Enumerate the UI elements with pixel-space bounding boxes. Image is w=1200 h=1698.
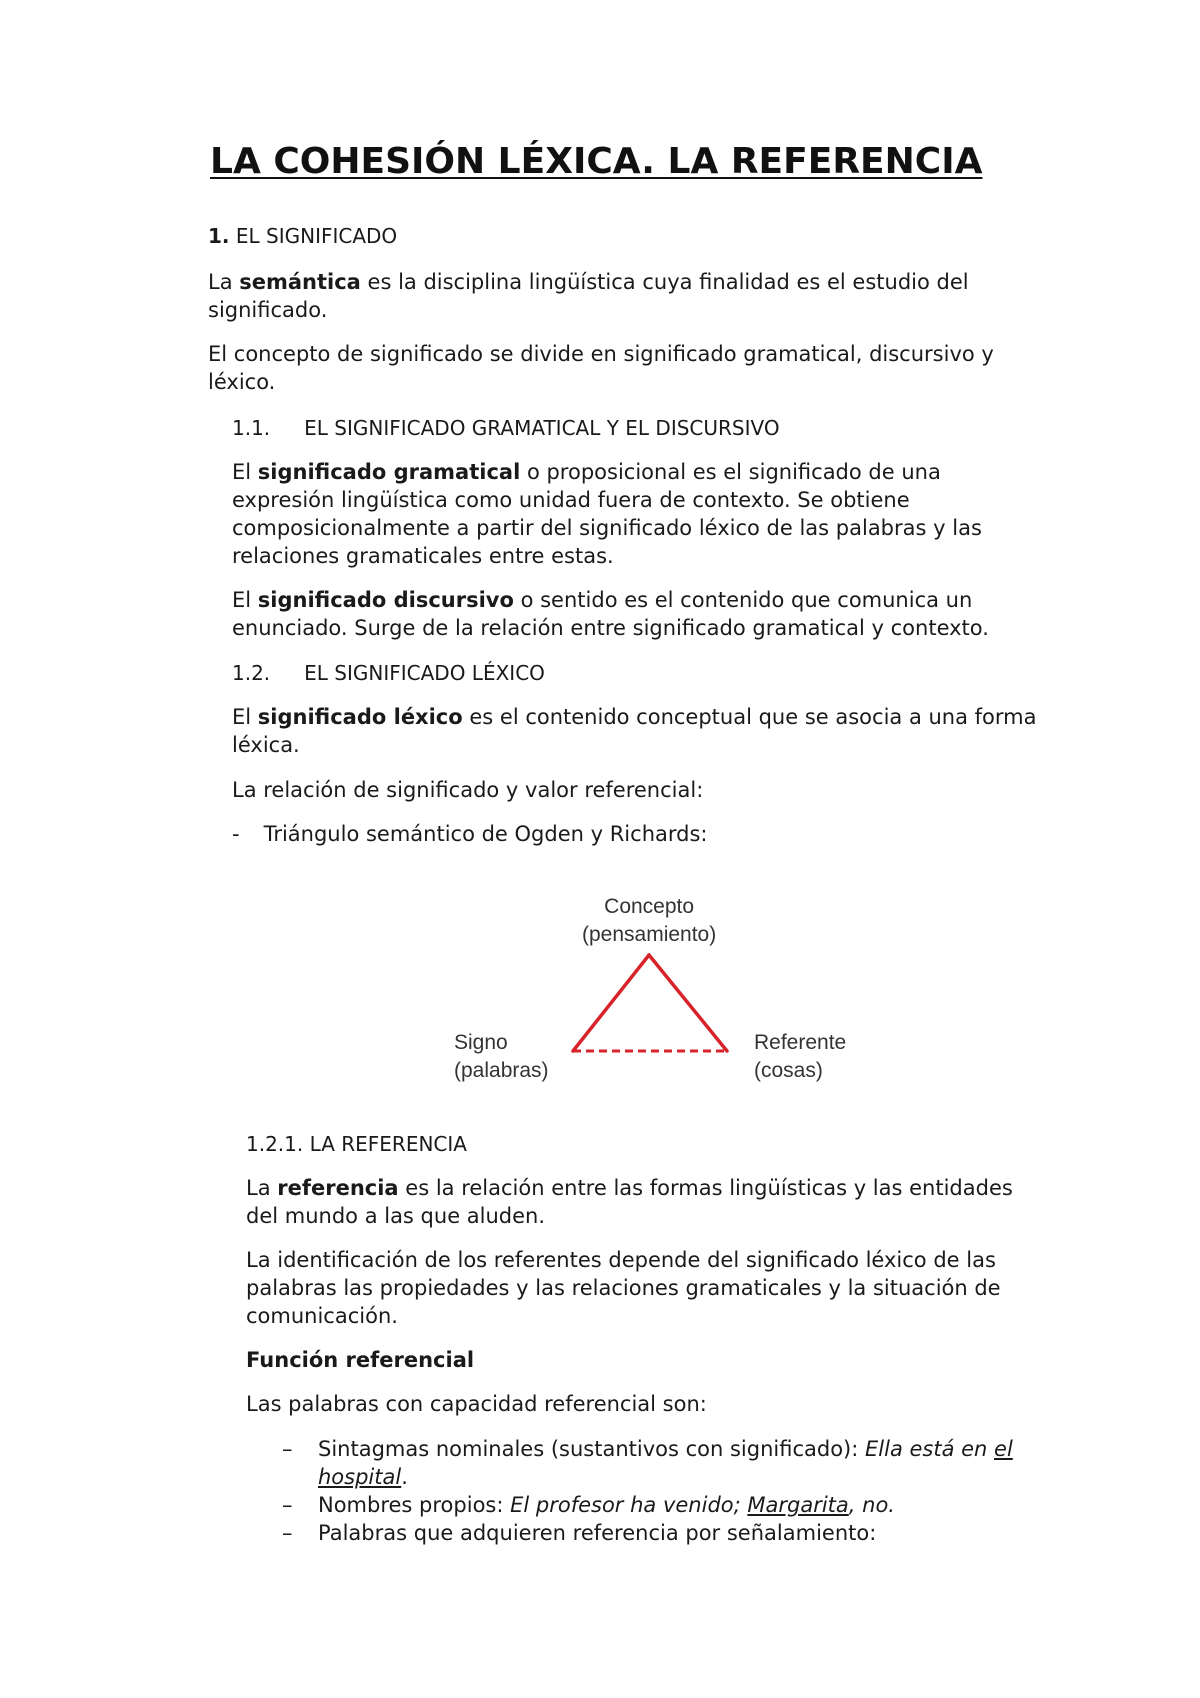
term-gramatical: significado gramatical — [257, 460, 521, 484]
diagram-label-referente — [754, 1029, 846, 1085]
paragraph-referencia — [246, 1174, 1036, 1230]
example-text: Ella está en — [865, 1437, 995, 1461]
label-line: Concepto — [604, 895, 695, 918]
paragraph-relacion: La relación de significado y valor referencial: — [232, 778, 704, 802]
list-text: Palabras que adquieren referencia por señalamiento: — [318, 1521, 877, 1545]
list-marker: – — [282, 1521, 293, 1545]
text: El — [232, 460, 258, 484]
section-number: 1. — [208, 224, 230, 248]
list-marker: – — [282, 1437, 293, 1461]
heading-text: Función referencial — [246, 1348, 475, 1372]
label-line: (pensamiento) — [582, 923, 717, 946]
example-underlined: el hospital — [318, 1437, 1013, 1489]
label-line: Signo — [454, 1031, 508, 1054]
bullet-text: Triángulo semántico de Ogden y Richards: — [263, 822, 708, 846]
section-title: EL SIGNIFICADO LÉXICO — [304, 661, 545, 685]
text: o proposicional es el significado de una expresión lingüística como unidad fuera de contexto. Se obtiene composicionalmente a partir del significado léxico de las palabras y las relaciones gramaticales entre estas. — [232, 460, 982, 568]
section-number: 1.2. — [232, 661, 271, 685]
paragraph-concepto: El concepto de significado se divide en significado gramatical, discursivo y léxico. — [208, 342, 994, 394]
section-title: EL SIGNIFICADO GRAMATICAL Y EL DISCURSIVO — [304, 416, 780, 440]
list-item — [282, 1519, 1052, 1547]
label-line: Referente — [754, 1031, 847, 1054]
section-heading-1-2 — [232, 659, 545, 687]
section-heading-1-1 — [232, 414, 780, 442]
paragraph-palabras: Las palabras con capacidad referencial son: — [246, 1392, 707, 1416]
bullet-marker: - — [232, 822, 240, 846]
paragraph-lexico — [232, 703, 1042, 759]
section-heading-1-2-1: 1.2.1. LA REFERENCIA — [246, 1132, 467, 1156]
bullet-triangulo — [232, 820, 1042, 848]
example-post: , no. — [848, 1493, 895, 1517]
semantic-triangle-diagram — [440, 885, 880, 1090]
paragraph-semantica — [208, 268, 1038, 324]
section-number: 1.1. — [232, 416, 271, 440]
line-concepto-referente — [649, 955, 727, 1051]
referential-words-list — [282, 1435, 1052, 1547]
paragraph-discursivo — [232, 586, 1042, 642]
text: La — [246, 1176, 278, 1200]
paragraph-gramatical — [232, 458, 1042, 570]
heading-funcion-referencial — [246, 1346, 474, 1374]
term-lexico: significado léxico — [257, 705, 463, 729]
line-signo-concepto — [573, 955, 649, 1051]
list-item — [282, 1435, 1052, 1491]
list-text: Nombres propios: — [318, 1493, 511, 1517]
text: es la disciplina lingüística cuya finalidad es el estudio del significado. — [208, 270, 969, 322]
diagram-label-signo — [454, 1029, 549, 1085]
term-discursivo: significado discursivo — [257, 588, 514, 612]
label-line: (cosas) — [754, 1059, 823, 1082]
list-text: Sintagmas nominales (sustantivos con significado): — [318, 1437, 865, 1461]
text: es el contenido conceptual que se asocia a una forma léxica. — [232, 705, 1037, 757]
section-title: EL SIGNIFICADO — [235, 224, 398, 248]
paragraph-identificacion: La identificación de los referentes depende del significado léxico de las palabras las propiedades y las relaciones gramaticales y la situación de comunicación. — [246, 1248, 1001, 1328]
example-text: El profesor ha venido; — [510, 1493, 748, 1517]
list-marker: – — [282, 1493, 293, 1517]
example-underlined: Margarita — [747, 1493, 849, 1517]
text: es la relación entre las formas lingüísticas y las entidades del mundo a las que aluden. — [246, 1176, 1013, 1228]
section-heading-1 — [208, 222, 397, 250]
label-line: (palabras) — [454, 1059, 549, 1082]
text: El — [232, 588, 258, 612]
text: La — [208, 270, 240, 294]
page-title: LA COHESIÓN LÉXICA. LA REFERENCIA — [210, 141, 983, 182]
term-referencia: referencia — [277, 1176, 399, 1200]
text: El — [232, 705, 258, 729]
example-post: . — [401, 1465, 408, 1489]
list-item — [282, 1491, 1052, 1519]
term-semantica: semántica — [239, 270, 361, 294]
text: o sentido es el contenido que comunica un enunciado. Surge de la relación entre significado gramatical y contexto. — [232, 588, 989, 640]
